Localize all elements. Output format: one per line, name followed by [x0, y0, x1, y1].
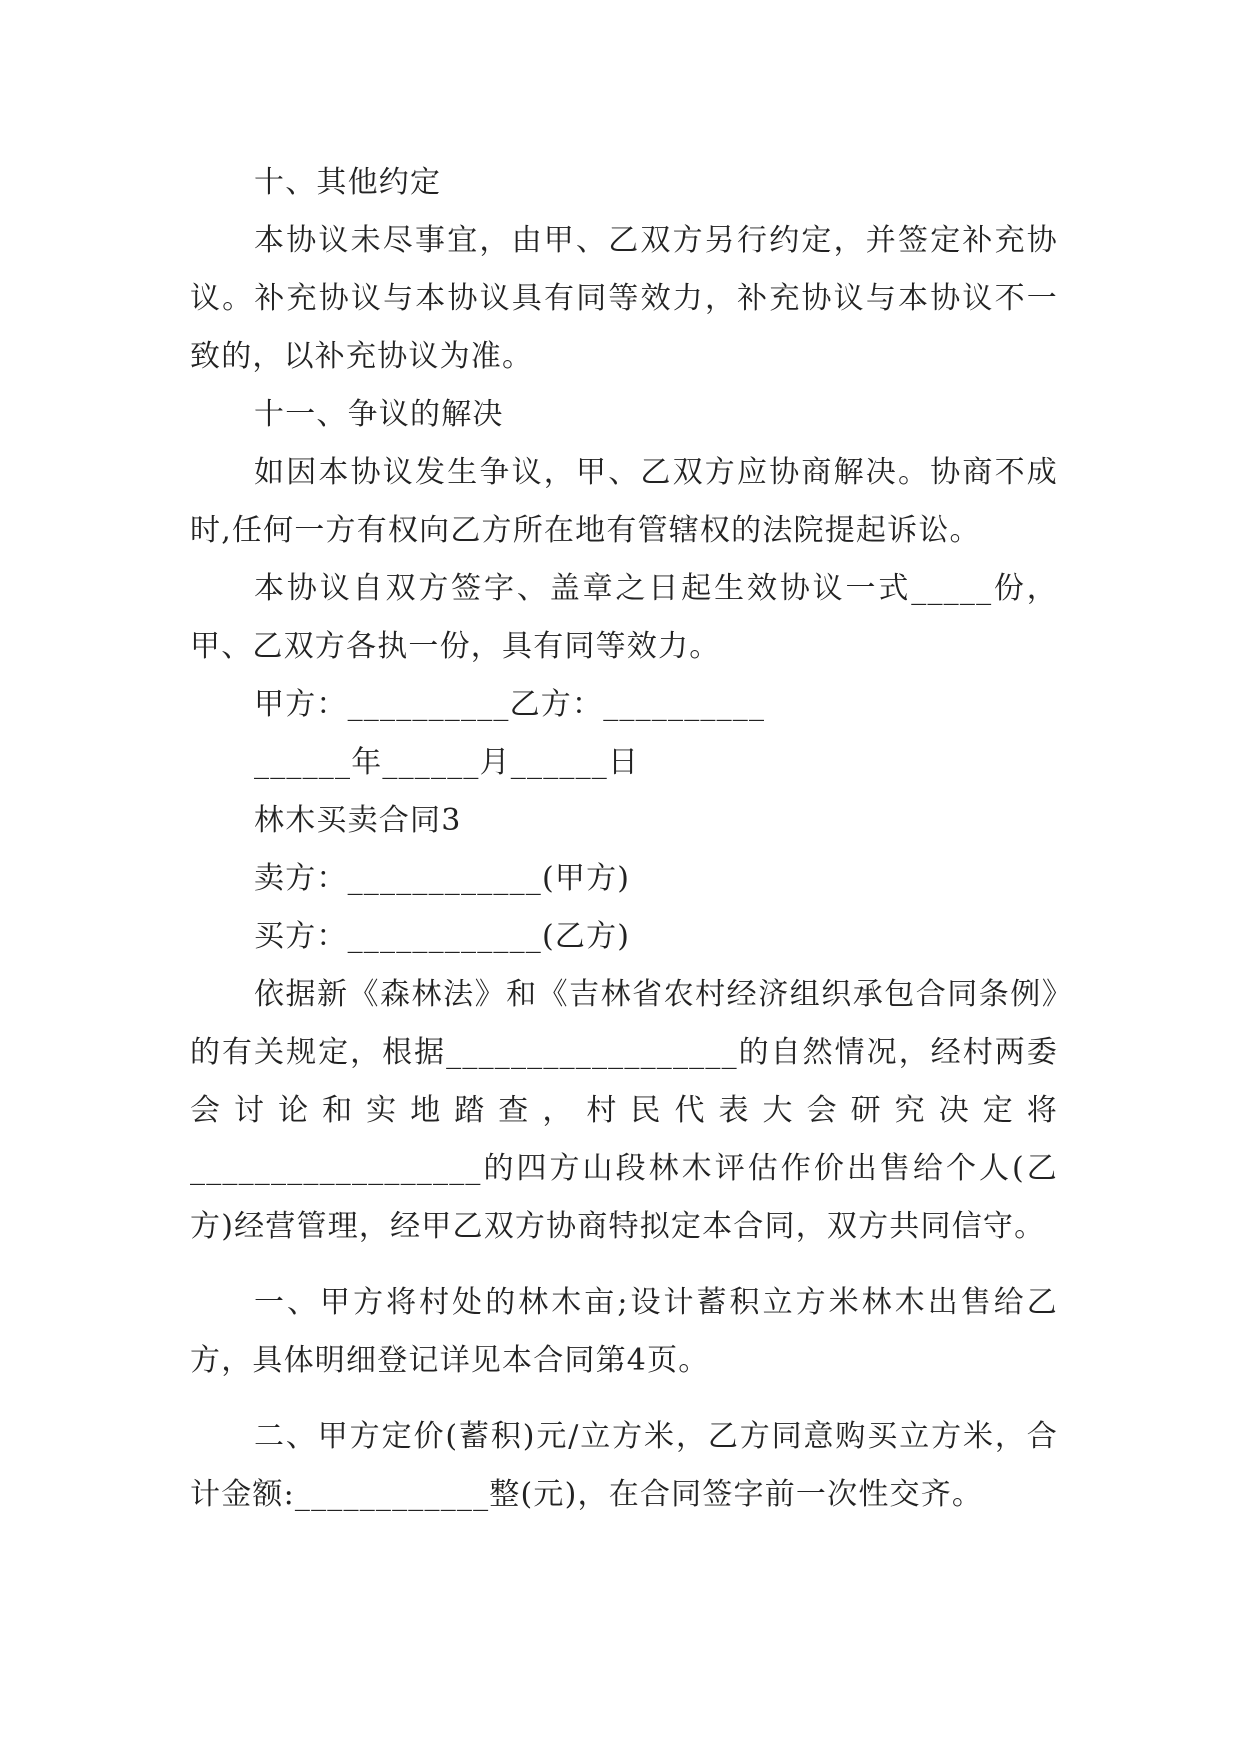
buyer-line: 买方：____________(乙方): [254, 919, 631, 954]
signature-line-parties: 甲方：__________乙方：__________: [254, 687, 766, 722]
document-body: [190, 154, 1058, 1524]
paragraph-contract-basis: 依据新《森林法》和《吉林省农村经济组织承包合同条例》的有关规定，根据__________________的自然情况，经村两委会讨论和实地踏查，村民代表大会研究决定将__________________的四方山段林木评估作价出售给个人(乙方)经营管理，经甲乙双方协商特拟定本合同，双方共同信守。: [190, 977, 1058, 1244]
signature-line-date: ______年______月______日: [254, 745, 640, 780]
clause-one: 一、甲方将村处的林木亩;设计蓄积立方米林木出售给乙方，具体明细登记详见本合同第4页。: [190, 1285, 1058, 1378]
paragraph-effective-copies: 本协议自双方签字、盖章之日起生效协议一式_____份，甲、乙双方各执一份，具有同等效力。: [190, 571, 1058, 664]
paragraph-dispute-resolution: 如因本协议发生争议，甲、乙双方应协商解决。协商不成时,任何一方有权向乙方所在地有管辖权的法院提起诉讼。: [190, 455, 1058, 548]
seller-line: 卖方：____________(甲方): [254, 861, 631, 896]
section-heading-dispute-resolution: 十一、争议的解决: [254, 397, 504, 432]
section-heading-other-terms: 十、其他约定: [254, 165, 442, 200]
contract-title: 林木买卖合同3: [254, 803, 462, 838]
clause-two: 二、甲方定价(蓄积)元/立方米，乙方同意购买立方米，合计金额:____________整(元)，在合同签字前一次性交齐。: [190, 1419, 1058, 1512]
paragraph-supplementary-agreement: 本协议未尽事宜，由甲、乙双方另行约定，并签定补充协议。补充协议与本协议具有同等效力，补充协议与本协议不一致的，以补充协议为准。: [190, 223, 1058, 374]
